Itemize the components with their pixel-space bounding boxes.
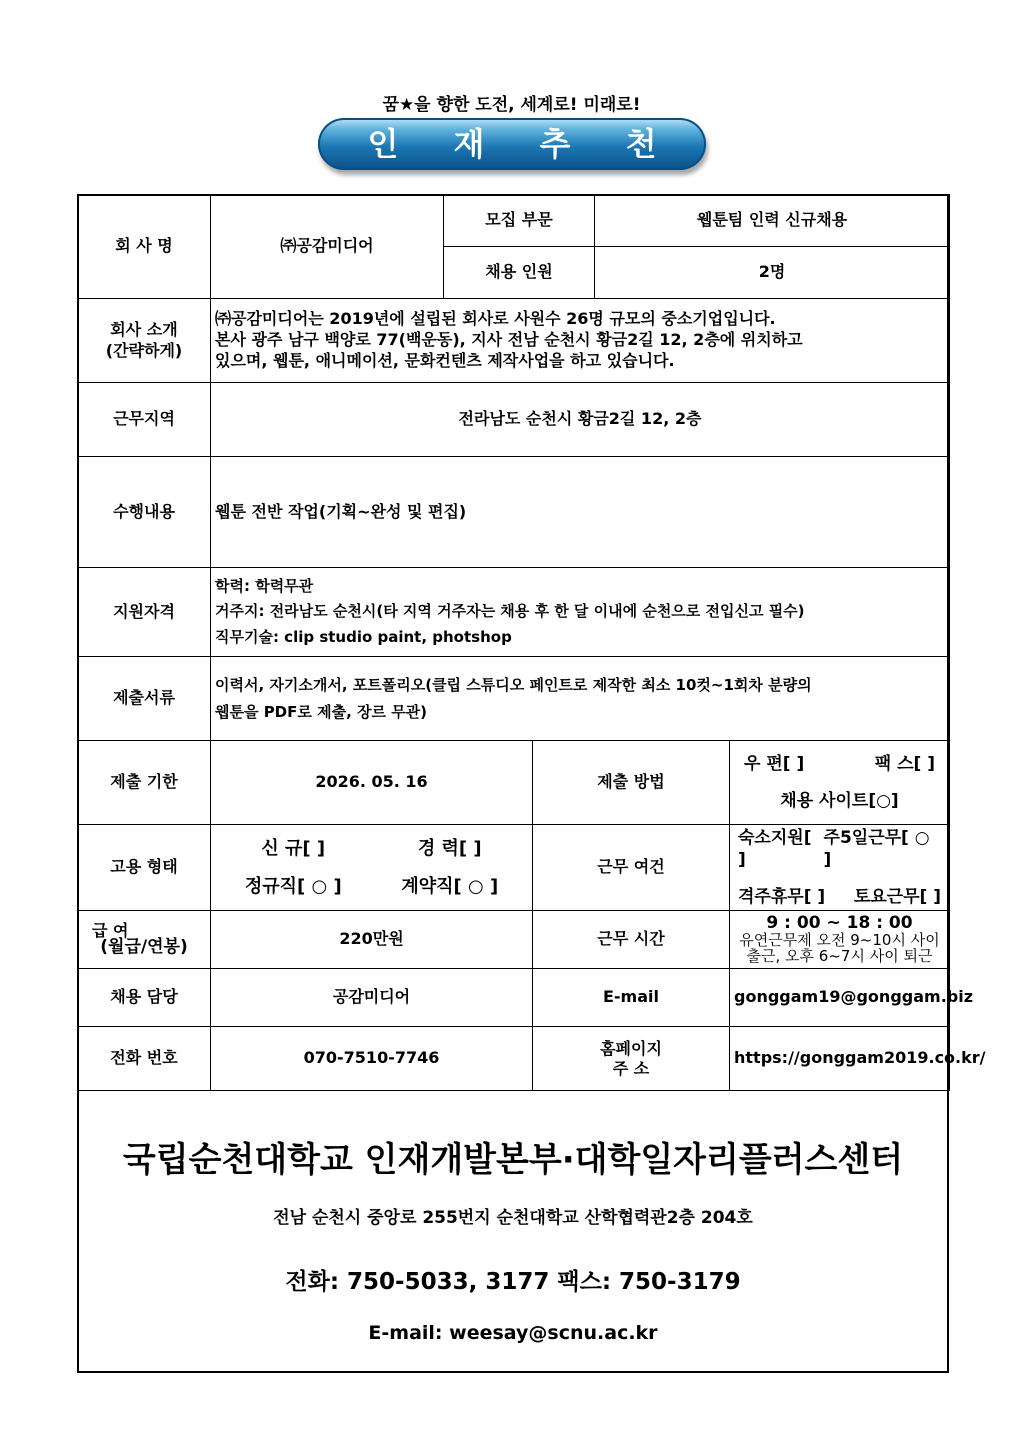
headcount-label: 채용 인원 [444, 247, 595, 299]
qual-line: 거주지: 전라남도 순천시(타 지역 거주자는 채용 후 한 달 이내에 순천으로 전입신고 필수) [215, 602, 805, 621]
intro-label [78, 299, 211, 383]
location-label: 근무지역 [78, 383, 211, 457]
recommendation-form [77, 194, 986, 1091]
method-post: 우 편[ ] [744, 754, 805, 775]
company-label: 회 사 명 [78, 195, 211, 299]
footer-org: 국립순천대학교 인재개발본부·대학일자리플러스센터 [122, 1140, 904, 1180]
intro-line: 본사 광주 남구 백양로 77(백운동), 지사 전남 순천시 황금2길 12, 2층에 위치하고 [215, 330, 803, 350]
intro-value [211, 299, 950, 383]
duty-label: 수행내용 [78, 457, 211, 568]
document-title: 인 재 추 천 서 [318, 118, 706, 170]
email-value[interactable]: gonggam19@gonggam.biz [730, 969, 950, 1027]
emp-contract: 계약직[ ○ ] [401, 875, 499, 897]
cond-value [730, 825, 950, 911]
company-value: ㈜공감미디어 [211, 195, 444, 299]
phone-value: 070-7510-7746 [211, 1027, 533, 1091]
home-label-line: 홈페이지 [600, 1038, 662, 1058]
contact-value: 공감미디어 [211, 969, 533, 1027]
docs-line: 이력서, 자기소개서, 포트폴리오(클립 스튜디오 페인트로 제작한 최소 10컷~1회차 분량의 [215, 675, 812, 694]
phone-label: 전화 번호 [78, 1027, 211, 1091]
pay-value: 220만원 [211, 911, 533, 969]
pay-label [78, 911, 211, 969]
cond-5day: 주5일근무[ ○ ] [823, 828, 930, 871]
method-value [730, 741, 950, 825]
docs-line: 웹툰을 PDF로 제출, 장르 무관) [215, 702, 428, 721]
hours-label: 근무 시간 [533, 911, 730, 969]
docs-value [211, 657, 950, 741]
pay-label-sub: (월급/연봉) [100, 937, 188, 957]
method-site: 채용 사이트[○] [780, 790, 899, 811]
email-label: E-mail [533, 969, 730, 1027]
intro-line: 있으며, 웹툰, 애니메이션, 문화컨텐츠 제작사업을 하고 있습니다. [215, 350, 675, 370]
dept-label: 모집 부문 [444, 195, 595, 247]
qual-line: 직무기술: clip studio paint, photshop [215, 627, 512, 646]
slogan: 꿈★을 향한 도전, 세계로! 미래로! [382, 95, 641, 115]
cond-dorm: 숙소지원[ ] [738, 828, 812, 871]
headcount-value: 2명 [595, 247, 950, 299]
home-label-line: 주 소 [612, 1058, 650, 1078]
hours-value [730, 911, 950, 969]
intro-label-line: (간략하게) [105, 340, 183, 360]
home-value[interactable]: https://gonggam2019.co.kr/ [730, 1027, 950, 1091]
docs-label: 제출서류 [78, 657, 211, 741]
cond-alt: 격주휴무[ ] [738, 886, 826, 907]
footer-email[interactable]: E-mail: weesay@scnu.ac.kr [368, 1322, 658, 1344]
emp-value [211, 825, 533, 911]
intro-label-line: 회사 소개 [110, 319, 178, 339]
pay-label-line: 급 여 [92, 921, 129, 940]
contact-label: 채용 담당 [78, 969, 211, 1027]
emp-career: 경 력[ ] [417, 838, 482, 860]
hours-line: 9 : 00 ~ 18 : 00 [766, 913, 913, 934]
footer-phone: 전화: 750-5033, 3177 팩스: 750-3179 [285, 1269, 741, 1295]
home-label [533, 1027, 730, 1091]
duty-value: 웹툰 전반 작업(기획~완성 및 편집) [211, 457, 950, 568]
qual-value [211, 568, 950, 657]
dept-value: 웹툰팀 인력 신규채용 [595, 195, 950, 247]
qual-label: 지원자격 [78, 568, 211, 657]
emp-new: 신 규[ ] [261, 838, 326, 860]
hours-line: 유연근무제 오전 9~10시 사이 [739, 931, 940, 950]
cond-label: 근무 여건 [533, 825, 730, 911]
qual-line: 학력: 학력무관 [215, 576, 314, 595]
emp-regular: 정규직[ ○ ] [244, 875, 342, 897]
method-fax: 팩 스[ ] [874, 754, 935, 775]
emp-label: 고용 형태 [78, 825, 211, 911]
intro-line: ㈜공감미디어는 2019년에 설립된 회사로 사원수 26명 규모의 중소기업입니다. [215, 309, 776, 329]
cond-sat: 토요근무[ ] [853, 886, 941, 907]
method-label: 제출 방법 [533, 741, 730, 825]
location-value: 전라남도 순천시 황금2길 12, 2층 [211, 383, 950, 457]
footer-address: 전남 순천시 중앙로 255번지 순천대학교 산학협력관2층 204호 [273, 1208, 753, 1228]
hours-line: 출근, 오후 6~7시 사이 퇴근 [746, 946, 933, 965]
deadline-label: 제출 기한 [78, 741, 211, 825]
deadline-value: 2026. 05. 16 [211, 741, 533, 825]
